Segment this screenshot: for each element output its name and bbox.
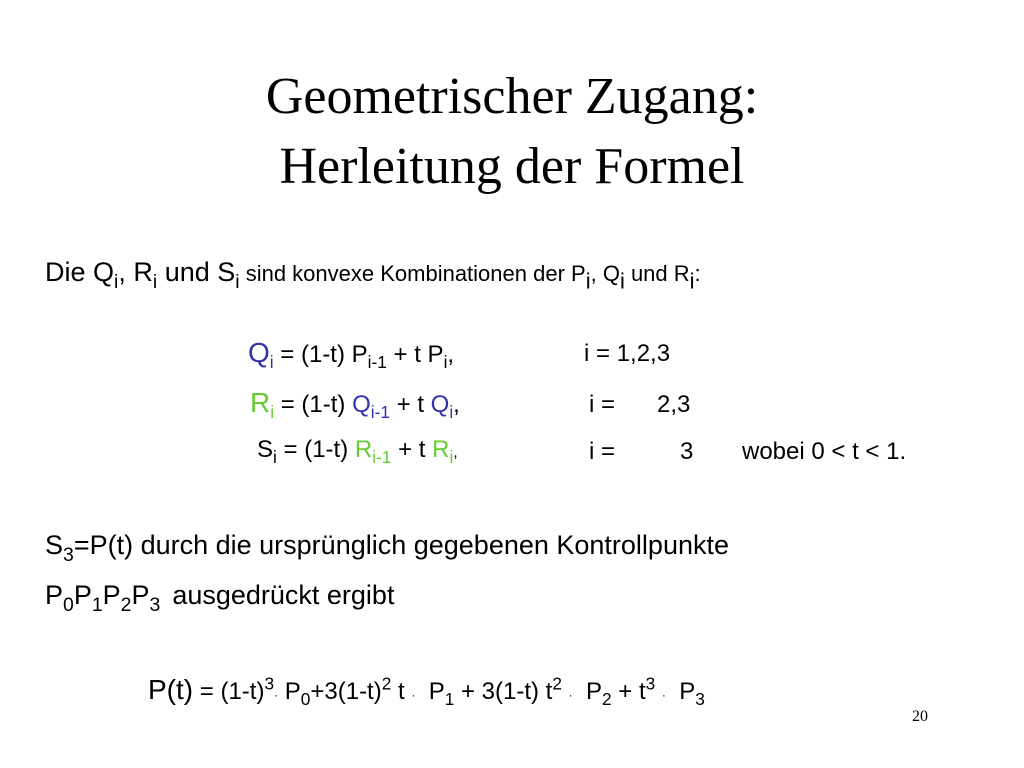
q-symbol: Q bbox=[248, 337, 270, 368]
equation-r-range-values: 2,3 bbox=[657, 391, 691, 418]
paragraph-line-2: $P_0P_1P_2P_3$ ausgedrückt ergibt bbox=[45, 580, 395, 616]
equation-q-range: i = 1,2,3 bbox=[584, 340, 671, 367]
paragraph-line-1: $S_3=P(t)$ durch die ursprünglich gegebenen Kontrollpunkte bbox=[45, 530, 729, 566]
title-line-2: Herleitung der Formel bbox=[279, 138, 745, 195]
title-line-1: Geometrischer Zugang: bbox=[265, 68, 759, 125]
equation-r-range-i: i = bbox=[589, 391, 616, 418]
parameter-condition: wobei 0 < t < 1. bbox=[742, 438, 907, 465]
equation-s-range-values: 3 bbox=[680, 438, 694, 465]
bezier-formula: $P(t) = (1-t)^3\cdot P_0+3(1-t)^2$ $t \cdot P_1 + 3(1-t) t^2 \cdot P_2 + t^3 \cdot P_3$ bbox=[148, 673, 705, 710]
equation-s-range-i: i = bbox=[589, 438, 616, 465]
equation-r: $R_i = (1-t) Q_{i-1} + t$ $Q_i$, bbox=[250, 387, 460, 423]
r-symbol: R bbox=[250, 387, 271, 418]
page-number: 20 bbox=[912, 708, 928, 725]
slide-title bbox=[0, 62, 1024, 202]
equation-s: $S_i = (1-t) R_{i-1} + t$ $R_i$, bbox=[257, 436, 458, 468]
equation-q: $Q_i = (1-t) P_{i-1} + t$ $P_i$, bbox=[248, 337, 455, 373]
intro-line: Die $Q_i$, $R_i$ und $S_i$ sind konvexe Kombinationen der $P_i$, $Q_i$ und $R_i$: bbox=[45, 257, 701, 294]
s-symbol: S bbox=[257, 436, 274, 463]
